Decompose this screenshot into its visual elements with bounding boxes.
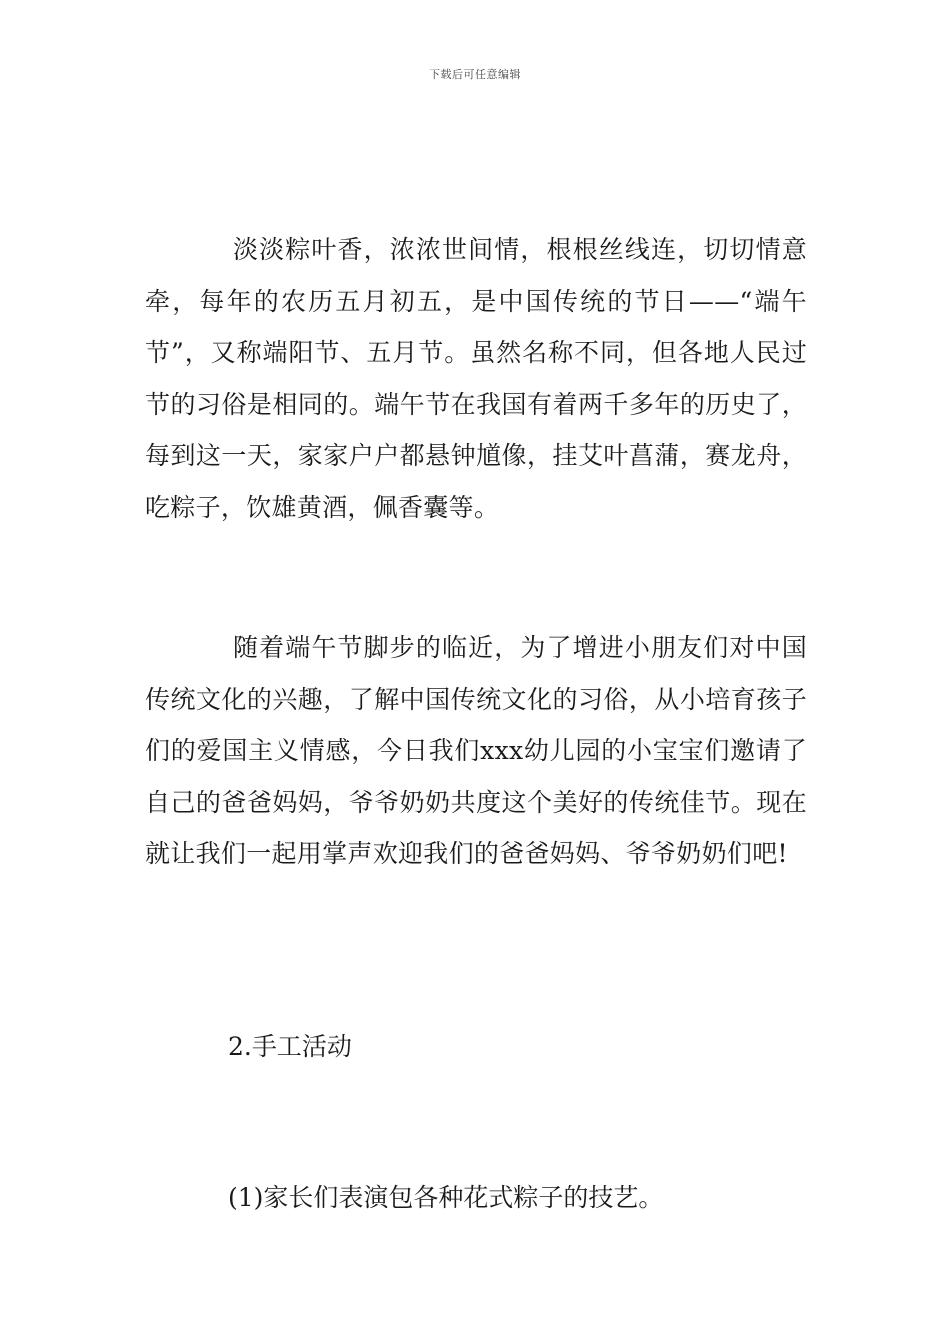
page-header-note: 下载后可任意编辑 [429, 68, 521, 81]
list-item: (1)家长们表演包各种花式粽子的技艺。 [228, 1183, 664, 1212]
paragraph-intro: 淡淡粽叶香，浓浓世间情，根根丝线连，切切情意牵，每年的农历五月初五，是中国传统的节日——“端午节”，又称端阳节、五月节。虽然名称不同，但各地人民过节的习俗是相同的。端午节在我国有着两千多年的历史了，每到这一天，家家户户都悬钟馗像，挂艾叶菖蒲，赛龙舟，吃粽子，饮雄黄酒，佩香囊等。 [145, 235, 807, 522]
section-heading: 2.手工活动 [228, 1032, 352, 1061]
paragraph-welcome: 随着端午节脚步的临近，为了增进小朋友们对中国传统文化的兴趣，了解中国传统文化的习俗，从小培育孩子们的爱国主义情感，今日我们xxx幼儿园的小宝宝们邀请了自己的爸爸妈妈，爷爷奶奶共度这个美好的传统佳节。现在就让我们一起用掌声欢迎我们的爸爸妈妈、爷爷奶奶们吧! [145, 633, 807, 868]
